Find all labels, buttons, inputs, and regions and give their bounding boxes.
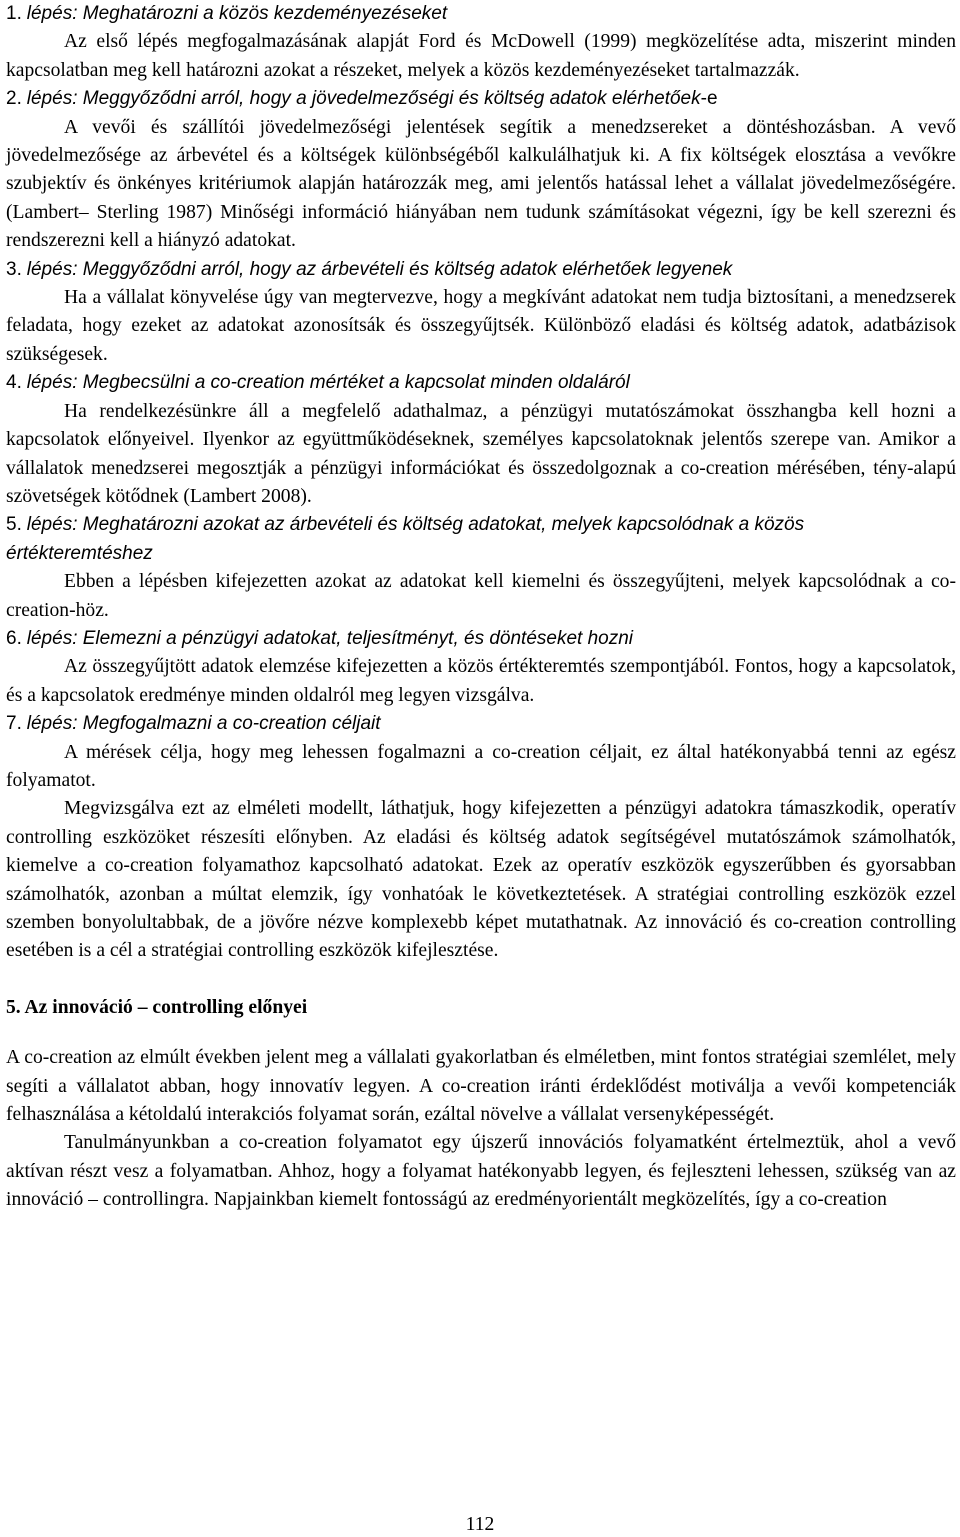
step-3-paragraph: Ha a vállalat könyvelése úgy van megtervezve, hogy a megkívánt adatokat nem tudja biztosítani, a menedzserek feladata, hogy ezeket az adatokat azonosítsák és összegyűjtsék. Különböző eladási és költség adatok, adatbázisok szükségesek.: [6, 287, 956, 365]
step-5-paragraph: Ebben a lépésben kifejezetten azokat az adatokat kell kiemelni és összegyűjteni, melyek kapcsolódnak a co-creation-höz.: [6, 571, 956, 621]
step-number: 2.: [6, 88, 22, 110]
step-7-heading: [6, 710, 956, 738]
step-number: 3.: [6, 258, 22, 280]
step-title: lépés: Meghatározni a közös kezdeményezéseket: [26, 3, 448, 24]
step-7-paragraph-2: Megvizsgálva ezt az elméleti modellt, láthatjuk, hogy kifejezetten a pénzügyi adatokra támaszkodik, operatív controlling eszközöket részesíti előnyben. Az eladási és költség adatok segítségével mutatószámok számolhatók, kiemelve a co-creation folyamathoz kapcsolható adatokat. Ezek az operatív eszközök egyszerűbben és gyorsabban számolhatók, azonban a múltat elemzik, így vonhatóak le következtetések. A stratégiai controlling eszközök ezzel szemben bonyolultabbak, de a jövőre nézve komplexebb képet mutathatnak. Az innováció és co-creation controlling esetében is a cél a stratégiai controlling eszközök kifejlesztése.: [6, 798, 956, 962]
step-title: lépés: Meggyőződni arról, hogy az árbevételi és költség adatok elérhetőek legyenek: [26, 258, 733, 280]
section-heading: [6, 994, 956, 1022]
step-number: 6.: [6, 627, 22, 649]
step-number: 1.: [6, 3, 22, 24]
spacer: [6, 966, 956, 994]
step-title: lépés: Meggyőződni arról, hogy a jövedelmezőségi és költség adatok elérhetőek: [26, 88, 701, 110]
step-1-paragraph: Az első lépés megfogalmazásának alapját Ford és McDowell (1999) megközelítése adta, miszerint minden kapcsolatban meg kell határozni azokat a részeket, melyek a közös kezdeményezéseket tartalmazzák.: [6, 31, 956, 81]
spacer: [6, 1022, 956, 1044]
section-paragraph-1: A co-creation az elmúlt években jelent meg a vállalati gyakorlatban és elméletben, mint fontos stratégiai szemlélet, mely segíti a vállalatot abban, hogy innovatív legyen. A co-creation iránti érdeklődést motiválja a vevői kompetenciák felhasználása a kétoldalú interakciós folyamat során, ezáltal növelve a vállalat versenyképességét.: [6, 1047, 956, 1126]
step-4-heading: [6, 369, 956, 397]
step-5-heading: [6, 511, 956, 568]
step-title: lépés: Megbecsülni a co-creation mértéket a kapcsolat minden oldaláról: [26, 372, 630, 394]
section-paragraph-2: Tanulmányunkban a co-creation folyamatot egy újszerű innovációs folyamatként értelmeztük, ahol a vevő aktívan részt vesz a folyamatban. Ahhoz, hogy a folyamat hatékonyabb legyen, és fejleszteni lehessen, szükség van az innováció – controllingra. Napjainkban kiemelt fontosságú az eredményorientált megközelítés, így a co-creation: [6, 1132, 956, 1211]
page-number: 112: [465, 1514, 495, 1535]
step-3-heading: [6, 256, 956, 284]
step-1-heading: [6, 0, 956, 28]
step-title: lépés: Megfogalmazni a co-creation céljait: [26, 713, 381, 735]
step-title: lépés: Elemezni a pénzügyi adatokat, teljesítményt, és döntéseket hozni: [26, 627, 634, 649]
step-number: 7.: [6, 713, 22, 735]
step-2-paragraph: A vevői és szállítói jövedelmezőségi jelentések segítik a menedzsereket a döntéshozásban. A vevő jövedelmezősége az árbevétel és a költségek különbségéből kalkulálhatjuk ki. A fix költségek elosztása a vevőkre szubjektív és önkényes kritériumok alapján határozzák meg, ami jelentős hatással lehet a vállalat jövedelmezőségére. (Lambert– Sterling 1987) Minőségi információ hiányában nem tudunk számításokat végezni, így be kell szerezni és rendszerezni kell a hiányzó adatokat.: [6, 116, 956, 252]
step-number: 5.: [6, 514, 22, 536]
document-page: [6, 0, 956, 1215]
section-title: Az innováció – controlling előnyei: [24, 996, 308, 1018]
step-2-heading: [6, 85, 956, 113]
step-6-paragraph: Az összegyűjtött adatok elemzése kifejezetten a közös értékteremtés szempontjából. Fontos, hogy a kapcsolatok, és a kapcsolatok eredménye minden oldalról meg legyen vizsgálva.: [6, 656, 956, 706]
step-4-paragraph: Ha rendelkezésünkre áll a megfelelő adathalmaz, a pénzügyi mutatószámokat összhangba kell hozni a kapcsolatok előnyeivel. Ilyenkor az együttműködéseknek, személyes kapcsolatoknak jelentős szerepe van. Amikor a vállalatok menedzserei megosztják a pénzügyi információkat és összedolgoznak a co-creation mérésében, tény-alapú szövetségek kötődnek (Lambert 2008).: [6, 400, 956, 507]
step-title-suffix: -e: [700, 88, 718, 110]
step-number: 4.: [6, 372, 22, 394]
section-number: 5.: [6, 996, 21, 1018]
step-6-heading: [6, 625, 956, 653]
step-7-paragraph-1: A mérések célja, hogy meg lehessen fogalmazni a co-creation céljait, ez által hatékonyabbá tenni az egész folyamatot.: [6, 741, 956, 791]
step-title: lépés: Meghatározni azokat az árbevételi és költség adatokat, melyek kapcsolódnak a közös értékteremtéshez: [6, 514, 805, 564]
